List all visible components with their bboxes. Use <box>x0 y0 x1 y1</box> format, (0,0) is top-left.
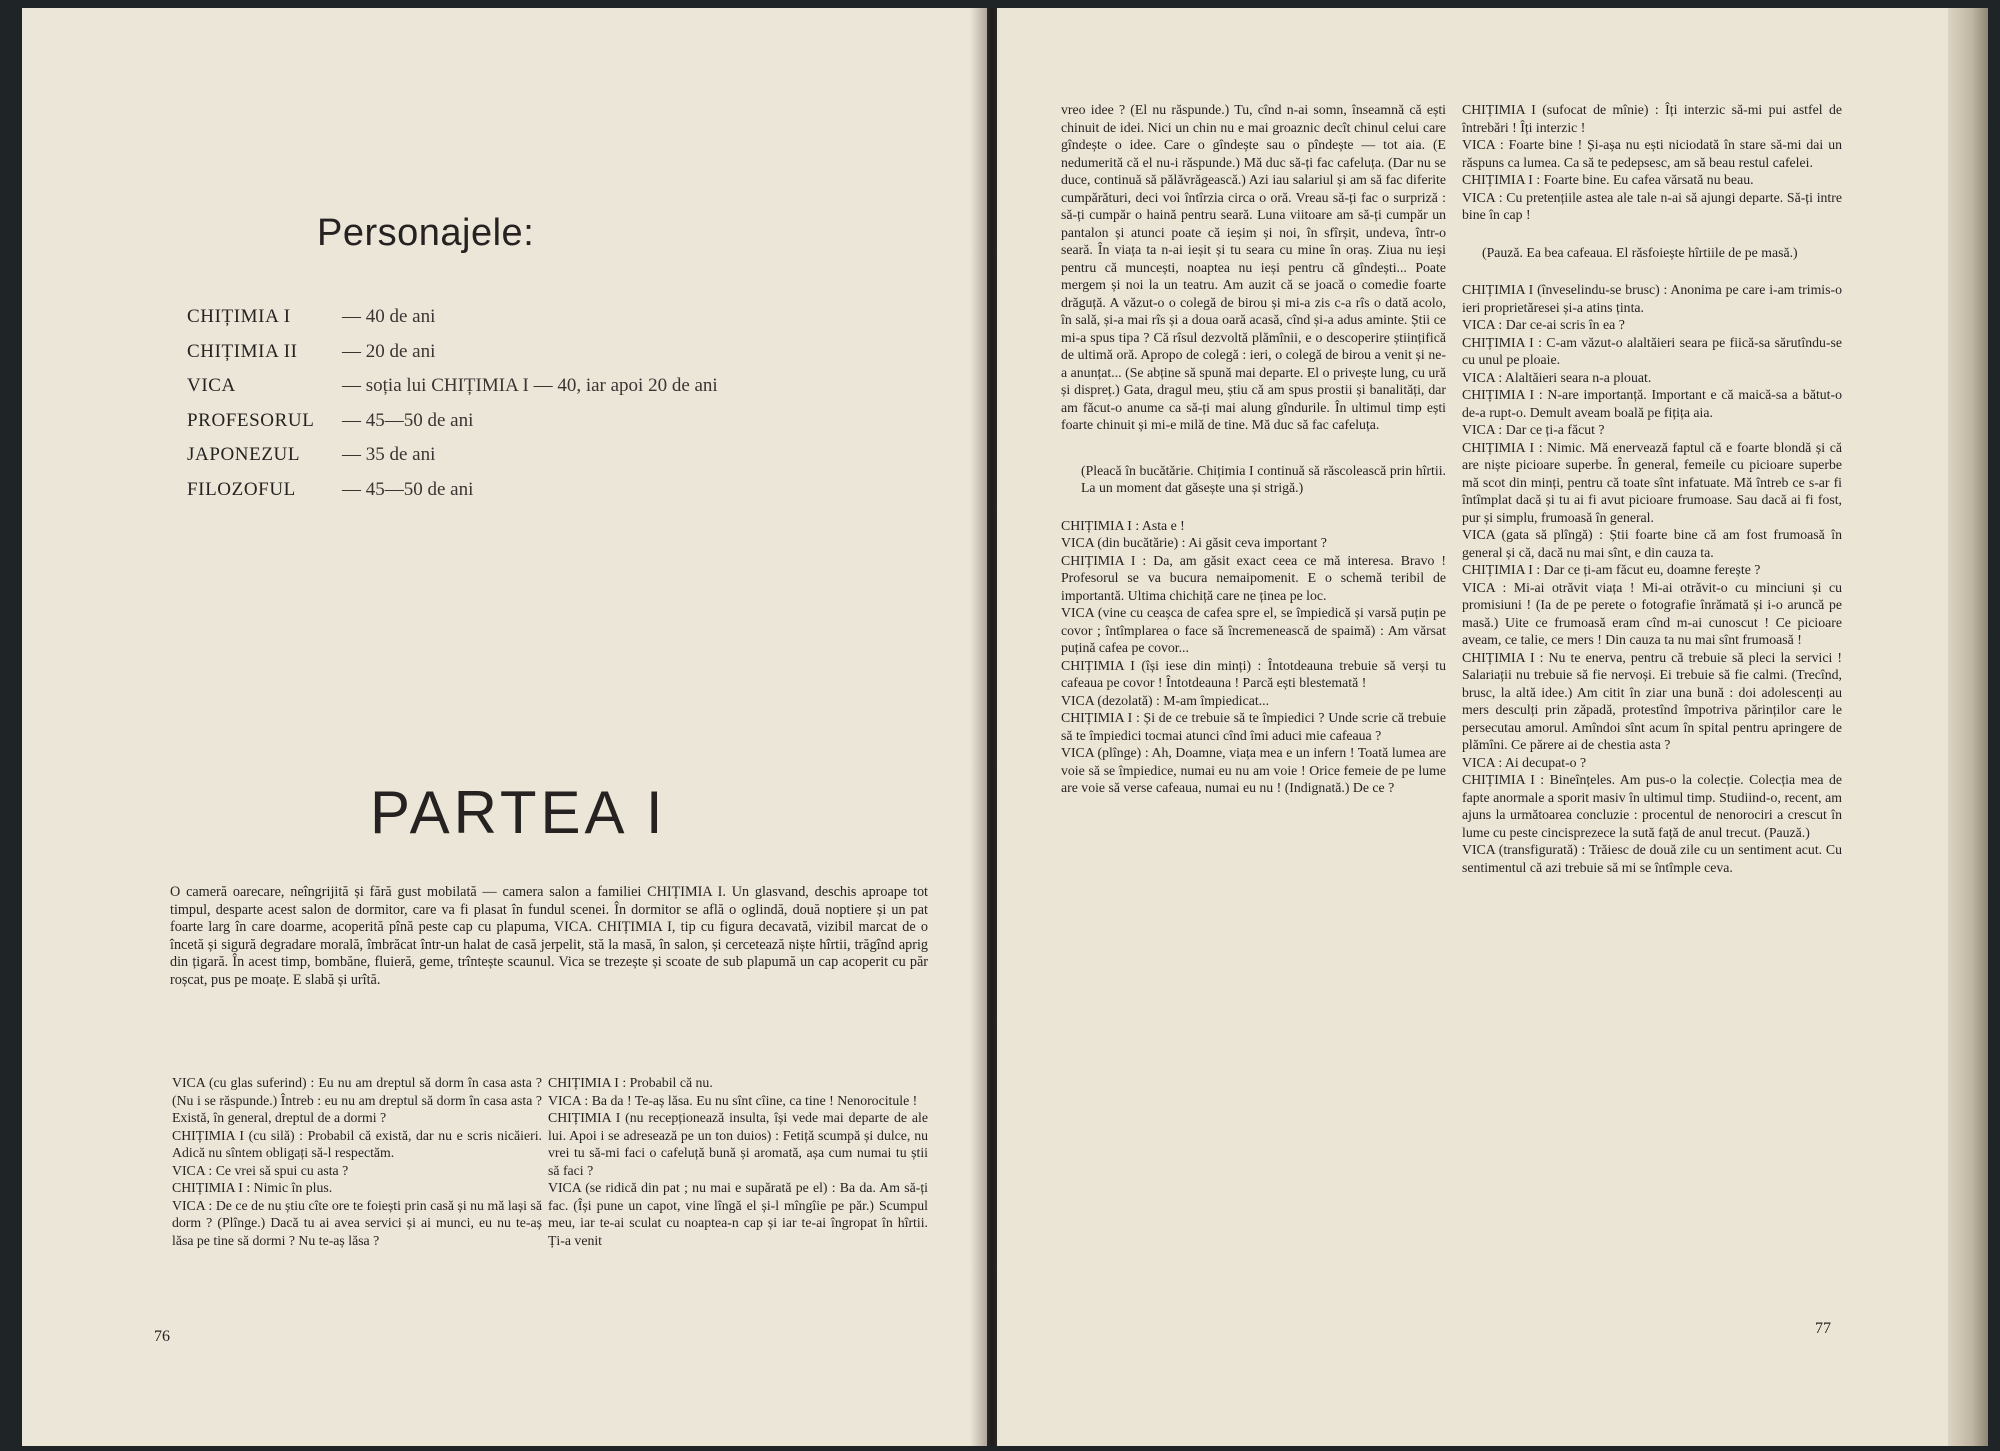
dialogue-line: VICA : Dar ce ți-a făcut ? <box>1462 422 1605 437</box>
cast-desc: — 20 de ani <box>342 340 436 362</box>
cast-row <box>187 335 718 370</box>
dialogue-line: CHIȚIMIA I : Asta e ! <box>1061 517 1185 533</box>
cast-row <box>187 473 718 508</box>
dialogue-line: VICA (cu glas suferind) : Eu nu am dreptul să dorm în casa asta ? (Nu i se răspunde.) Întreb : eu nu am dreptul să dorm în casa asta ? Există, în general, dreptul de a dormi ? <box>172 1075 542 1125</box>
dialogue-line: CHIȚIMIA I : Dar ce ți-am făcut eu, doamne ferește ? <box>1462 562 1761 577</box>
dialogue-line: VICA : De ce de nu știu cîte ore te foiești prin casă și nu mă lași să dorm ? (Plînge.) Dacă tu ai avea servici și ai munci, eu nu te-aș lăsa pe tine să dormi ? Nu te-aș lăsa ? <box>172 1197 542 1248</box>
dialogue-line: VICA : Ba da ! Te-aș lăsa. Eu nu sînt cîine, ca tine ! Nenorocitule ! <box>548 1092 918 1108</box>
cast-desc: — soția lui CHIȚIMIA I — 40, iar apoi 20 de ani <box>342 375 718 397</box>
dialogue-line: CHIȚIMIA I : Și de ce trebuie să te împiedici ? Unde scrie că trebuie să te împiedici tocmai atunci cînd îmi aduci mie cafeaua ? <box>1061 710 1446 743</box>
dialogue-line: VICA : Cu pretențiile astea ale tale n-ai să ajungi departe. Să-ți intre bine în cap ! <box>1462 189 1842 222</box>
paragraph-gap <box>1462 224 1842 244</box>
dialogue-line: VICA (gata să plîngă) : Știi foarte bine că am fost frumoasă în general și că, dacă nu mai sînt, e din cauza ta. <box>1462 527 1842 560</box>
dialogue-line: VICA : Alaltăieri seara n-a plouat. <box>1462 369 1652 385</box>
cast-row <box>187 404 718 439</box>
dialogue-line: VICA : Mi-ai otrăvit viața ! Mi-ai otrăvit-o cu minciuni și cu promisiuni ! (Ia de pe perete o fotografie înrămată și i-o aruncă pe masă.) Uite ce frumoasă eram cînd m-ai cunoscut ! Ce picioare aveam, ce talie, ce mers ! Din cauza ta nu mai sînt frumoasă ! <box>1462 579 1842 647</box>
characters-heading: Personajele: <box>317 212 535 254</box>
dialogue-column-left-2 <box>548 1074 928 1249</box>
cast-name: FILOZOFUL <box>187 478 296 500</box>
cast-row <box>187 438 718 473</box>
dialogue-column-right-1 <box>1061 101 1446 797</box>
dialogue-line: CHIȚIMIA I : Bineînțeles. Am pus-o la colecție. Colecția mea de fapte anormale a sporit masiv în ultimul timp. Studiind-o, recent, am ajuns la următoarea concluzie : procentul de nenorociri a crescut în lume cu peste cincisprezece la sută față de anul trecut. (Pauză.) <box>1462 772 1842 840</box>
page-number: 77 <box>1815 1320 1831 1337</box>
dialogue-line: CHIȚIMIA I : Foarte bine. Eu cafea vărsată nu beau. <box>1462 172 1754 187</box>
cast-name: PROFESORUL <box>187 409 315 431</box>
paragraph-gap <box>1061 434 1446 462</box>
dialogue-line: VICA : Ce vrei să spui cu asta ? <box>172 1162 349 1178</box>
dialogue-line: VICA : Ai decupat-o ? <box>1462 754 1587 770</box>
dialogue-line: VICA (se ridică din pat ; nu mai e supărată pe el) : Ba da. Am să-ți fac. (Își pune un capot, vine lîngă el și-l mîngîie pe păr.) Scumpul meu, iar te-ai sculat cu noaptea-n cap și iar te-ai îngropat în hîrtii. Ți-a venit <box>548 1180 928 1248</box>
dialogue-line: VICA (din bucătărie) : Ai găsit ceva important ? <box>1061 535 1327 550</box>
dialogue-line: VICA : Foarte bine ! Și-așa nu ești niciodată în stare să-mi dai un răspuns ca lumea. Ca să te pedepsesc, am să beau restul cafelei. <box>1462 137 1842 170</box>
dialogue-line: VICA (plînge) : Ah, Doamne, viața mea e un infern ! Toată lumea are voie să se împiedice, numai eu nu am voie ! Orice femeie de pe lume are voie să verse cafeaua, numai eu nu ! (Indignată.) De ce ? <box>1061 745 1446 795</box>
dialogue-line: CHIȚIMIA I (nu recepționează insulta, își vede mai departe de ale lui. Apoi i se adresează pe un ton duios) : Fetiță scumpă și dulce, nu vrei tu să-mi faci o cafeluță bună și aromată, așa cum numai tu știi să faci ? <box>548 1110 928 1178</box>
page-number: 76 <box>154 1328 170 1345</box>
left-page <box>22 8 987 1446</box>
cast-name: CHIȚIMIA II <box>187 340 298 362</box>
part-title: PARTEA I <box>370 779 667 846</box>
stage-direction: (Pauză. Ea bea cafeaua. El răsfoiește hîrtiile de pe masă.) <box>1482 244 1798 260</box>
dialogue-column-right-2 <box>1462 101 1842 876</box>
stage-directions: O cameră oarecare, neîngrijită și fără gust mobilată — camera salon a familiei CHIȚIMIA I. Un glasvand, deschis aproape tot timpul, desparte acest salon de dormitor, care va fi plasat în fundul scenei. În dormitor se află o oglindă, două noptiere și un pat foarte larg în care doarme, acoperită pînă peste cap cu plapuma, VICA. CHIȚIMIA I, tip cu figura decavată, vizibil marcat de o încetă și sigură degradare morală, îmbrăcat într-un halat de casă jerpelit, stă la masă, în salon, și cercetează niște hîrtii, trăgînd aprig din țigară. În acest timp, bombăne, fluieră, geme, trîntește scaunul. Vica se trezește și scoate de sub plapumă un cap acoperit cu păr roșcat, pus pe moațe. E slabă și urîtă. <box>170 884 928 988</box>
cast-name: JAPONEZUL <box>187 444 301 466</box>
cast-desc: — 35 de ani <box>342 444 436 466</box>
dialogue-line: vreo idee ? (El nu răspunde.) Tu, cînd n-ai somn, înseamnă că ești chinuit de idei. Nici un chin nu e mai groaznic decît chinul celui care gîndește o idee. Care o gîndește sau o pîndește — tot aia. (E nedumerită că el nu-i răspunde.) Mă duc să-ți fac cafeluța. (Dar nu se duce, continuă să pălăvrăgească.) Azi iau salariul și am să fac diferite cumpărături, deci voi întîrzia circa o oră. Vreau să-ți fac o surpriză : să-ți cumpăr o haină pentru seară. Luna viitoare am să-ți cumpăr un pantalon și atunci poate că ieșim și noi, în sfîrșit, undeva, într-o seară. În viața ta n-ai ieșit și tu seara cu mine în oraș. Ziua nu ieși pentru că muncești, noaptea nu ieși pentru că gîndești... Poate mergem și noi la un teatru. Am auzit că se joacă o comedie foarte drăguță. A văzut-o o colegă de birou și mi-a zis c-a rîs o dată acolo, în sală, și-a mai rîs și a doua oară acasă, cînd și-a adus aminte. Știi ce mi-a spus tipa ? Că rîsul dezvoltă plămînii, e o descoperire științifică de ultimă oră. Apropo de colegă : ieri, o colegă de birou a venit și ne-a anunțat... (Se abține să spună mai departe. El o privește lung, cu ură și dispreț.) Gata, dragul meu, știu că am spus prostii și banalități, dar am făcut-o anume ca să-ți mai alung gîndurile. În ultimul timp ești foarte chinuit și mi-e milă de tine. Mă duc să fac cafeluța. <box>1061 102 1446 432</box>
dialogue-line: CHIȚIMIA I (cu silă) : Probabil că există, dar nu e scris nicăieri. Adică nu sîntem obligați să-l respectăm. <box>172 1127 542 1160</box>
dialogue-line: VICA (vine cu ceașca de cafea spre el, se împiedică și varsă puțin pe covor ; întîmplarea o face să încremenească de spaimă) : Am vărsat puțină cafea pe covor... <box>1061 605 1446 655</box>
cast-row <box>187 369 718 404</box>
cast-name: CHIȚIMIA I <box>187 306 291 328</box>
cast-name: VICA <box>187 375 236 397</box>
paragraph-gap <box>1061 497 1446 517</box>
dialogue-line: CHIȚIMIA I (înveselindu-se brusc) : Anonima pe care i-am trimis-o ieri proprietăresei și-a atins ținta. <box>1462 282 1842 315</box>
cast-list <box>187 300 718 507</box>
dialogue-column-left-1 <box>172 1074 542 1249</box>
dialogue-line: CHIȚIMIA I : C-am văzut-o alaltăieri seara pe fiică-sa sărutîndu-se cu unul pe ploaie. <box>1462 334 1842 367</box>
dialogue-line: CHIȚIMIA I : Da, am găsit exact ceea ce mă interesa. Bravo ! Profesorul se va bucura nemaipomenit. E o schemă teribil de importantă. Ultima chichiță care ne ținea pe loc. <box>1061 552 1446 603</box>
dialogue-line: CHIȚIMIA I (sufocat de mînie) : Îți interzic să-mi pui astfel de întrebări ! Îți interzic ! <box>1462 102 1842 135</box>
dialogue-line: VICA (transfigurată) : Trăiesc de două zile cu un sentiment acut. Cu sentimentul că azi trebuie să mi se întîmple ceva. <box>1462 842 1842 875</box>
dialogue-line: VICA : Dar ce-ai scris în ea ? <box>1462 317 1625 332</box>
stage-direction: (Pleacă în bucătărie. Chițimia I continuă să răscolească prin hîrtii. La un moment dat găsește una și strigă.) <box>1081 462 1446 495</box>
cast-desc: — 45—50 de ani <box>342 478 474 500</box>
dialogue-line: CHIȚIMIA I : N-are importanță. Important e că maică-sa a bătut-o de-a rupt-o. Demult aveam boală pe fițița aia. <box>1462 387 1842 420</box>
dialogue-line: CHIȚIMIA I : Probabil că nu. <box>548 1075 713 1090</box>
right-page <box>997 8 1985 1446</box>
cast-desc: — 45—50 de ani <box>342 409 474 431</box>
cast-row <box>187 300 718 335</box>
dialogue-line: CHIȚIMIA I : Nimic în plus. <box>172 1180 333 1195</box>
paragraph-gap <box>1462 261 1842 281</box>
dialogue-line: CHIȚIMIA I : Nimic. Mă enervează faptul că e foarte blondă și că are niște picioare superbe. În general, femeile cu picioare superbe mă scot din minți, pentru că toate sînt infatuate. Mă întreb ce s-ar fi întîmplat dacă și tu ai fi avut picioare frumoase. Sau dacă ai fi fost, pur și simplu, frumoasă în general. <box>1462 439 1842 525</box>
dialogue-line: CHIȚIMIA I : Nu te enerva, pentru că trebuie să pleci la servici ! Salariații nu trebuie să fie nervoși. Ei trebuie să fie calmi. (Trecînd, brusc, la altă idee.) Am citit în ziar una bună : doi adolescenți au mers desculți prin zăpadă, protestînd împotriva părinților care le persecutau amorul. Amîndoi sînt acum în spital pentru apringere de plămîni. Ce părere ai de chestia asta ? <box>1462 649 1842 752</box>
cast-desc: — 40 de ani <box>342 306 436 328</box>
dialogue-line: CHIȚIMIA I (își iese din minți) : Întotdeauna trebuie să verși tu cafeaua pe covor ! Întotdeauna ! Parcă ești blestemată ! <box>1061 657 1446 690</box>
dialogue-line: VICA (dezolată) : M-am împiedicat... <box>1061 692 1270 708</box>
page-stack-edge <box>1948 8 1988 1446</box>
